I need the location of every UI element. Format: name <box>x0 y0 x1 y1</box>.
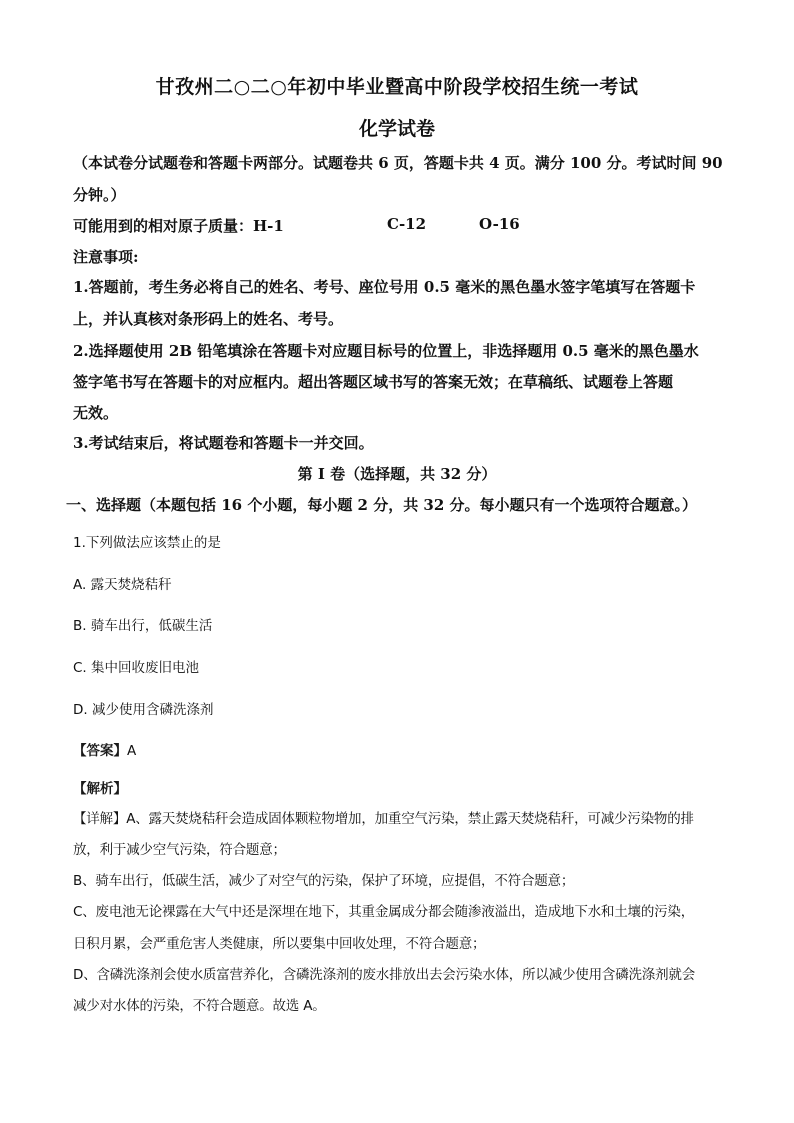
option-b: B. 骑车出行，低碳生活 <box>73 618 213 634</box>
answer-value: A <box>127 743 137 759</box>
notes-title: 注意事项: <box>73 248 139 266</box>
answer-line <box>73 739 136 759</box>
detail-line-4: C、废电池无论裸露在大气中还是深埋在地下，其重金属成分都会随渗液溢出，造成地下水和土壤的污染， <box>73 904 695 920</box>
part-title: 第 I 卷（选择题，共 32 分） <box>297 465 497 483</box>
note-2-line-1: 2.选择题使用 2B 铅笔填涂在答题卡对应题目标号的位置上，非选择题用 0.5 毫米的黑色墨水 <box>73 342 699 360</box>
detail-line-1: 【详解】A、露天焚烧秸秆会造成固体颗粒物增加，加重空气污染，禁止露天焚烧秸秆，可减少污染物的排 <box>73 811 694 827</box>
atomic-mass-h: 可能用到的相对原子质量：H-1 <box>73 217 284 235</box>
option-d: D. 减少使用含磷洗涤剂 <box>73 702 214 718</box>
option-a: A. 露天焚烧秸秆 <box>73 577 172 593</box>
paper-info-line-2: 分钟。） <box>73 186 126 204</box>
option-c: C. 集中回收废旧电池 <box>73 660 200 676</box>
answer-tag: 【答案】 <box>73 743 127 759</box>
section-heading: 一、选择题（本题包括 16 个小题，每小题 2 分，共 32 分。每小题只有一个选项符合题意。） <box>66 496 698 514</box>
paper-info-line-1: （本试卷分试题卷和答题卡两部分。试题卷共 6 页，答题卡共 4 页。满分 100 分。考试时间 90 <box>73 154 723 172</box>
atomic-mass-o: O-16 <box>479 215 520 233</box>
detail-line-2: 放，利于减少空气污染，符合题意； <box>73 842 286 858</box>
note-2-line-3: 无效。 <box>73 404 119 422</box>
atomic-mass-c: C-12 <box>387 215 427 233</box>
exam-title: 甘孜州二○二○年初中毕业暨高中阶段学校招生统一考试 <box>155 76 639 98</box>
detail-line-3: B、骑车出行，低碳生活，减少了对空气的污染，保护了环境，应提倡，不符合题意； <box>73 873 575 889</box>
note-1-line-2: 上，并认真核对条形码上的姓名、考号。 <box>73 310 344 328</box>
note-2-line-2: 签字笔书写在答题卡的对应框内。超出答题区域书写的答案无效；在草稿纸、试题卷上答题 <box>73 373 674 391</box>
note-3: 3.考试结束后，将试题卷和答题卡一并交回。 <box>73 434 374 452</box>
atomic-mass-line <box>73 215 733 236</box>
detail-line-7: 减少对水体的污染，不符合题意。故选 A。 <box>73 998 326 1014</box>
subject-title: 化学试卷 <box>358 118 435 140</box>
detail-line-5: 日积月累，会严重危害人类健康，所以要集中回收处理，不符合题意； <box>73 936 486 952</box>
note-1-line-1: 1.答题前，考生务必将自己的姓名、考号、座位号用 0.5 毫米的黑色墨水签字笔填写在答题卡 <box>73 278 696 296</box>
analysis-tag: 【解析】 <box>73 781 127 797</box>
detail-line-6: D、含磷洗涤剂会使水质富营养化，含磷洗涤剂的废水排放出去会污染水体，所以减少使用含磷洗涤剂就会 <box>73 967 695 983</box>
question-1-stem: 1.下列做法应该禁止的是 <box>73 535 221 551</box>
